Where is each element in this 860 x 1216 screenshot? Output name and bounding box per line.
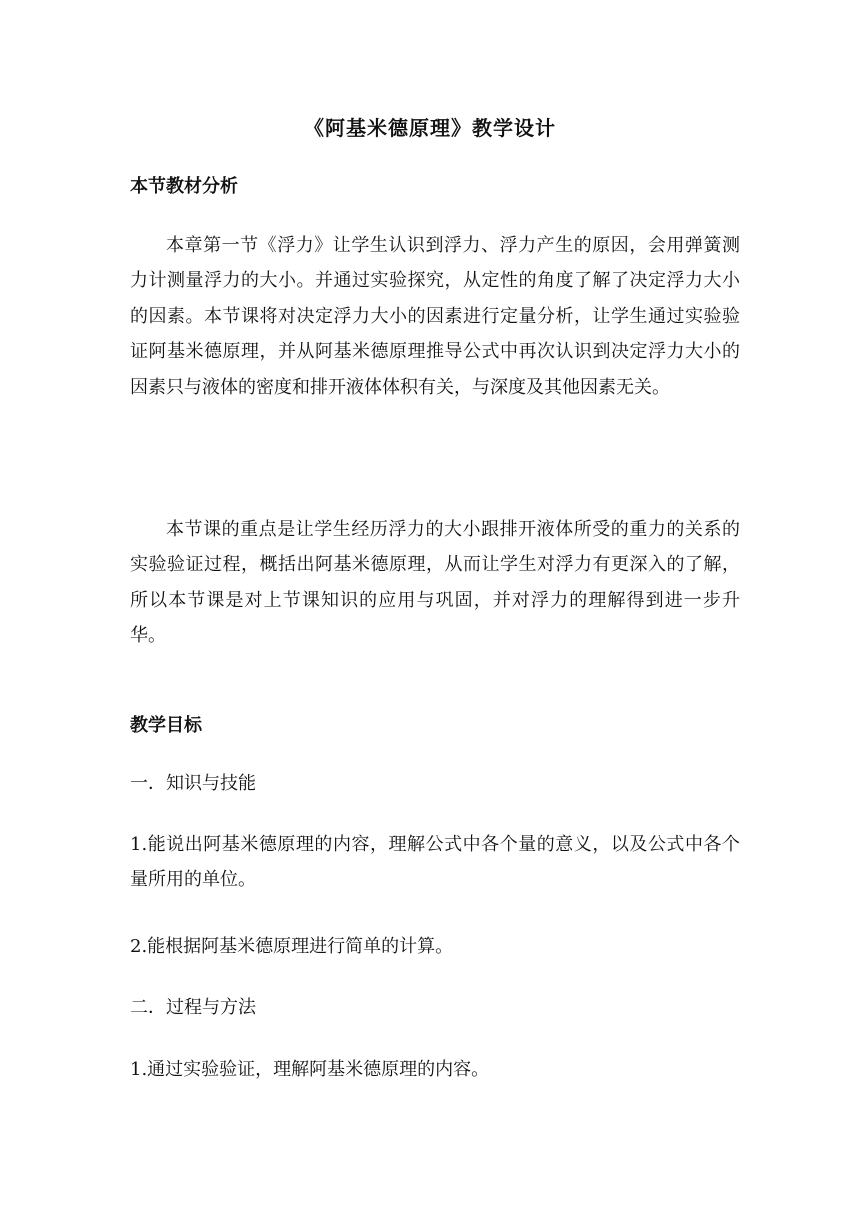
subheading-process-methods: 二．过程与方法 bbox=[130, 997, 256, 1018]
goal-item: 1.通过实验验证，理解阿基米德原理的内容。 bbox=[130, 1059, 490, 1080]
goal-item: 2.能根据阿基米德原理进行简单的计算。 bbox=[130, 936, 454, 957]
goal-item: 1.能说出阿基米德原理的内容，理解公式中各个量的意义，以及公式中各个量所用的单位。 bbox=[130, 834, 740, 891]
analysis-paragraph-2: 本节课的重点是让学生经历浮力的大小跟排开液体所受的重力的关系的实验验证过程，概括出阿基米德原理，从而让学生对浮力有更深入的了解，所以本节课是对上节课知识的应用与巩固，并对浮力的理解得到进一步升华。 bbox=[130, 519, 740, 647]
section-heading-goals: 教学目标 bbox=[130, 715, 202, 736]
document-title: 《阿基米德原理》教学设计 bbox=[304, 116, 556, 140]
subheading-knowledge-skills: 一．知识与技能 bbox=[130, 773, 256, 794]
section-heading-analysis: 本节教材分析 bbox=[130, 176, 238, 197]
analysis-paragraph-1: 本章第一节《浮力》让学生认识到浮力、浮力产生的原因，会用弹簧测力计测量浮力的大小。并通过实验探究，从定性的角度了解了决定浮力大小的因素。本节课将对决定浮力大小的因素进行定量分析，让学生通过实验验证阿基米德原理，并从阿基米德原理推导公式中再次认识到决定浮力大小的因素只与液体的密度和排开液体体积有关，与深度及其他因素无关。 bbox=[130, 235, 740, 398]
